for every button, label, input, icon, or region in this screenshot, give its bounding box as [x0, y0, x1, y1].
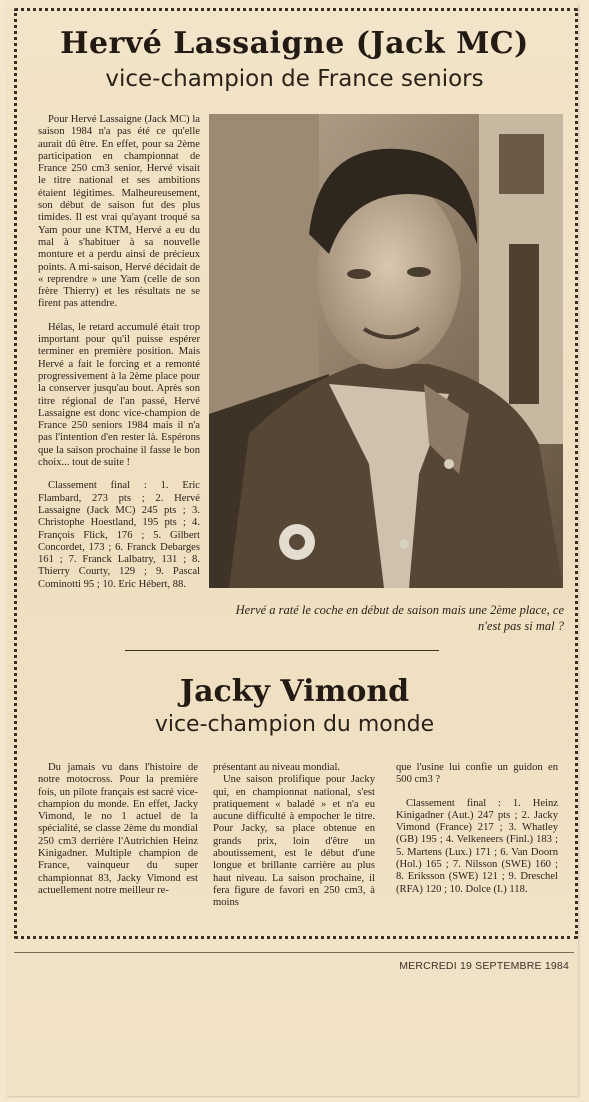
rider-portrait-photo: [209, 114, 563, 588]
article2-standings: Classement final : 1. Heinz Kinigadner (Aut.) 247 pts ; 2. Jacky Vimond (France) 217 ; 3. Whatley (GB) 195 ; 4. Velkeneers (Finl.) 183 ; 5. Martens (Lux.) 171 ; 6. Van Doorn (Hol.) 165 ; 7. Nilsson (SWE) 160 ; 8. Eriksson (SWE) 121 ; 9. Dreschel (RFA) 120 ; 10. Dolce (I.) 118.: [396, 797, 558, 895]
section-divider: [125, 650, 439, 651]
article1-title: Hervé Lassaigne (Jack MC): [60, 26, 529, 61]
article2-title: Jacky Vimond: [179, 674, 410, 709]
article1-subtitle: vice-champion de France seniors: [105, 66, 484, 92]
article1-column: [38, 114, 200, 602]
article2-subtitle: vice-champion du monde: [154, 712, 435, 737]
article2-column-3: [396, 762, 558, 907]
article2-col2-text: Une saison prolifique pour Jacky qui, en championnat national, s'est pratiquement « baladé » et n'a eu aucune difficulté à empocher le titre. Pour Jacky, sa place obtenue en grands prix, loin d'être un aboutissement, est le début d'une longue et brillante carrière au plus haut niveau. La saison prochaine, il fera figure de favori en 250 cm3, à moins: [213, 774, 375, 909]
article2-col2-continuation: présentant au niveau mondial.: [213, 762, 341, 773]
article2-column-2: [213, 762, 375, 921]
photo-caption: Hervé a raté le coche en début de saison mais une 2ème place, ce n'est pas si mal ?: [235, 603, 564, 633]
article1-standings: Classement final : 1. Eric Flambard, 273 pts ; 2. Hervé Lassaigne (Jack MC) 245 pts ; 3. Christophe Hoestland, 195 pts ; 4. François Flick, 176 ; 5. Gilbert Concordet, 173 ; 6. Franck Debarges 161 ; 7. Franck Lalbatry, 131 ; 8. Thierry Courty, 129 ; 9. Pascal Cominotti 95 ; 10. Eric Hébert, 88.: [38, 480, 200, 590]
article1-paragraph-2: Hélas, le retard accumulé était trop important pour qu'il puisse espérer terminer en première position. Mais Hervé a fait le forcing et a remonté progressivement à la 2ème place pour la conserver jusqu'au bout. Après son titre régional de l'an passé, Hervé Lassaigne est donc vice-champion de France 250 seniors 1984 mais il n'a pas l'intention d'en rester là. Espérons que la saison prochaine il fasse le bon choix... tout de suite !: [38, 321, 200, 469]
publication-date: MERCREDI 19 SEPTEMBRE 1984: [399, 960, 569, 972]
portrait-image: [209, 114, 563, 588]
article2-col3-continuation: que l'usine lui confie un guidon en 500 cm3 ?: [396, 762, 558, 786]
article2-column-1: [38, 762, 198, 908]
article1-paragraph-1: Pour Hervé Lassaigne (Jack MC) la saison 1984 n'a pas été ce qu'elle aurait dû être. En effet, pour sa 2ème participation en championnat de France 250 cm3 senior, Hervé visait le titre national et ses ambitions étaient légitimes. Malheureusement, son début de saison fut des plus timides. Il est vrai qu'ayant troqué sa Yam pour une KTM, Hervé a eu du mal à s'habituer à sa nouvelle monture et a perdu ainsi de précieux points. A mi-saison, Hervé décidait de « reprendre » une Yam (celle de son frère Thierry) et les résultats ne se firent pas attendre.: [38, 114, 200, 310]
article2-col1-text: Du jamais vu dans l'histoire de notre motocross. Pour la première fois, un pilote français est sacré vice-champion du monde. En effet, Jacky Vimond, le no 1 actuel de la spécialité, se classe 2ème du mondial 250 cm3 derrière l'Autrichien Heinz Kinigadner. Multiple champion de France, vainqueur du super championnat 83, Jacky Vimond est actuellement notre meilleur re-: [38, 762, 198, 896]
footer-rule: [14, 952, 574, 953]
